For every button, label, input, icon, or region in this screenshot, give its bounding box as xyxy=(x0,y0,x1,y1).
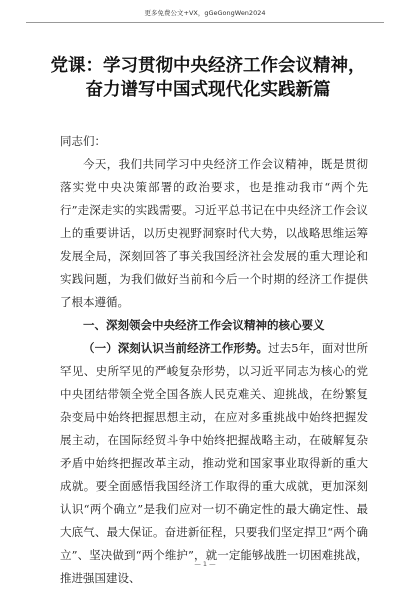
salutation: 同志们： xyxy=(60,134,106,148)
subsection-text-1: 过去5年，面对世所罕见、史所罕见的严峻复杂形势，以习近平同志为核心的党中央团结带领全党全国各族人民克难关、迎挑战，在纷繁复杂变局中始终把握思想主动，在应对多重挑战中始终把握发展主动，在国际经贸斗争中始终把握战略主动，在破解复杂矛盾中始终把握改革主动，推动党和国家事业取得新的重大成就。要全面感悟我国经济工作取得的重大成就，更加深刻认识“两个确立”是我们应对一切不确定性的最大确定性、最大底气、最大保证。奋进新征程，只要我们坚定捍卫“两个确立”、坚决做到“两个维护”，就一定能够战胜一切困难挑战，推进强国建设、 xyxy=(60,341,368,585)
subsection-heading-1: （一）深刻认识当前经济工作形势。 xyxy=(83,341,269,355)
page-number: — 1 — xyxy=(194,560,216,568)
document-title xyxy=(46,54,370,102)
header-banner: 更多免费公文+VX，gGeGongWen2024 xyxy=(26,8,384,23)
document-body xyxy=(60,130,368,590)
intro-paragraph: 今天，我们共同学习中央经济工作会议精神，既是贯彻落实党中央决策部署的政治要求，也是推动我市“两个先行”走深走实的实践需要。习近平总书记在中央经济工作会议上的重要讲话，以历史视野洞察时代大势，以战略思维运筹发展全局，深刻回答了事关我国经济社会发展的重大理论和实践问题，为我们做好当前和今后一个时期的经济工作提供了根本遵循。 xyxy=(60,157,368,309)
section-heading-1: 一、深刻领会中央经济工作会议精神的核心要义 xyxy=(83,318,325,332)
title-line-2: 奋力谱写中国式现代化实践新篇 xyxy=(85,80,331,100)
title-line-1: 党课：学习贯彻中央经济工作会议精神， xyxy=(50,56,366,76)
subsection-paragraph-1 xyxy=(60,337,368,590)
